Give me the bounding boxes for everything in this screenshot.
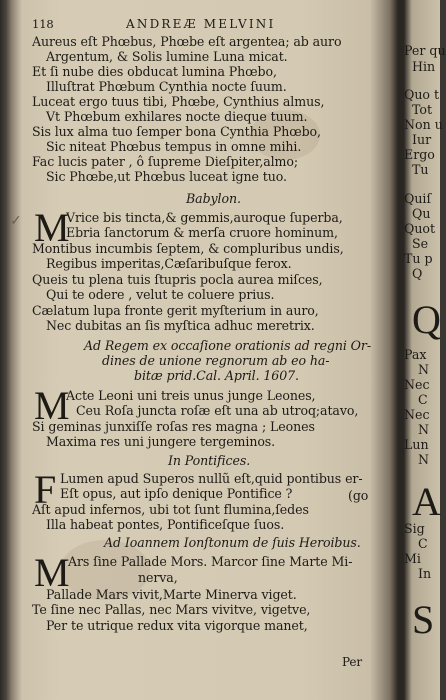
verse-line: Acte Leoni uni treis unus junge Leones, <box>66 388 316 403</box>
facing-fragment: Non u <box>404 117 443 132</box>
poem-title: In Pontifices. <box>168 453 251 468</box>
verse-line: Eſt opus, aut ipſo denique Pontifice ? <box>60 486 293 501</box>
facing-page <box>404 0 444 700</box>
facing-fragment: Ergo <box>404 147 435 162</box>
facing-large-letter: Q <box>412 297 441 342</box>
verse-line: Ebria ſanctorum & merſa cruore hominum, <box>66 225 338 240</box>
verse-line: Regibus imperitas,Cæſaribuſque ferox. <box>46 256 292 271</box>
verse-line: Pallade Mars vivit,Marte Minerva viget. <box>46 587 297 602</box>
facing-fragment: Mi <box>404 551 421 566</box>
verse-line: Luceat ergo tuus tibi, Phœbe, Cynthius almus, <box>32 94 325 109</box>
facing-fragment: C <box>418 392 428 407</box>
poem-title: Ad Ioannem Ionſtonum de ſuis Heroibus. <box>104 535 361 550</box>
page-number: 118 <box>32 17 54 31</box>
drop-capital: M <box>34 550 70 595</box>
verse-line: Queis tu plena tuis ſtupris pocla aurea miſces, <box>32 272 323 287</box>
facing-fragment: Tu p <box>404 251 433 266</box>
verse-line: Qui te odere , velut te coluere prius. <box>46 287 275 302</box>
facing-fragment: N <box>418 422 430 437</box>
catchword: Per <box>342 655 363 669</box>
verse-line: Sic Phœbe,ut Phœbus luceat igne tuo. <box>46 169 287 184</box>
verse-line: Maxima res uni jungere tergeminos. <box>46 434 276 449</box>
verse-line: Sic niteat Phœbus tempus in omne mihi. <box>46 139 302 154</box>
verse-line: Et ſi nube dies obducat lumina Phœbo, <box>32 64 277 79</box>
facing-fragment: Nec <box>404 407 430 422</box>
running-head: ANDREÆ MELVINI <box>126 17 276 31</box>
verse-line: Illuſtrat Phœbum Cynthia nocte ſuum. <box>46 79 287 94</box>
poem-title: Ad Regem ex occaſione orationis ad regni Or- <box>84 338 371 353</box>
verse-line: Vt Phœbum exhilares nocte dieque tuum. <box>46 109 308 124</box>
verse-line: Si geminas junxiſſe roſas res magna ; Leones <box>32 419 315 434</box>
poem-title: dines de unione regnorum ab eo ha- <box>102 353 330 368</box>
facing-fragment: Se <box>412 236 429 251</box>
verse-line: Argentum, & Solis lumine Luna micat. <box>46 49 288 64</box>
turnover-word: (go <box>348 488 369 503</box>
facing-fragment: Qu <box>412 206 431 221</box>
margin-mark: ✓ <box>10 213 22 229</box>
left-page <box>10 0 396 700</box>
facing-fragment: Q <box>412 266 423 281</box>
verse-line: Vrice bis tincta,& gemmis,auroque ſuperba, <box>66 210 343 225</box>
facing-fragment: Nec <box>404 377 430 392</box>
facing-large-letter: S <box>412 597 435 642</box>
facing-fragment: N <box>418 362 430 377</box>
facing-fragment: C <box>418 536 428 551</box>
verse-line: Per te utrique redux vita vigorque manet, <box>46 618 308 633</box>
verse-line: nerva, <box>138 570 178 585</box>
facing-fragment: Hin <box>412 59 436 74</box>
facing-fragment: Per qu <box>404 43 446 58</box>
verse-line: Ceu Roſa juncta roſæ eſt una ab utroq;atavo, <box>76 403 359 418</box>
verse-line: Aſt apud infernos, ubi tot ſunt flumina,ſedes <box>32 502 309 517</box>
verse-line: Aureus eſt Phœbus, Phœbe eſt argentea; ab auro <box>32 34 342 49</box>
poem-title: Babylon. <box>186 191 241 206</box>
facing-fragment: Tu <box>412 162 429 177</box>
facing-fragment: Lun <box>404 437 429 452</box>
drop-capital: M <box>34 205 70 250</box>
facing-fragment: Sig <box>404 521 425 536</box>
verse-line: Ars ſine Pallade Mors. Marcor ſine Marte Mi- <box>68 554 353 569</box>
facing-fragment: Iur <box>412 132 432 147</box>
poem-title: bitæ prid.Cal. April. 1607. <box>134 368 299 383</box>
verse-line: Cælatum lupa fronte gerit myſterium in auro, <box>32 303 319 318</box>
facing-fragment: Pax <box>404 347 427 362</box>
facing-fragment: Quo t <box>404 87 440 102</box>
drop-capital: M <box>34 383 70 428</box>
facing-fragment: Tot <box>412 102 433 117</box>
verse-line: Te ſine nec Pallas, nec Mars vivitve, vigetve, <box>32 602 311 617</box>
verse-line: Lumen apud Superos nullũ eſt,quid pontibus er- <box>60 471 363 486</box>
drop-capital: F <box>34 467 57 512</box>
facing-fragment: In <box>418 566 432 581</box>
facing-fragment: Quot <box>404 221 436 236</box>
facing-fragment: Quiſ <box>404 191 432 206</box>
verse-line: Illa habeat pontes, Pontificeſque ſuos. <box>46 517 285 532</box>
facing-large-letter: A <box>412 479 441 524</box>
facing-fragment: N <box>418 452 430 467</box>
verse-line: Nec dubitas an ſis myſtica adhuc meretrix. <box>46 318 315 333</box>
verse-line: Fac lucis pater , ô ſupreme Dieſpiter,almo; <box>32 154 299 169</box>
verse-line: Sis lux alma tuo ſemper bona Cynthia Phœbo, <box>32 124 321 139</box>
verse-line: Montibus incumbis ſeptem, & compluribus undis, <box>32 241 344 256</box>
